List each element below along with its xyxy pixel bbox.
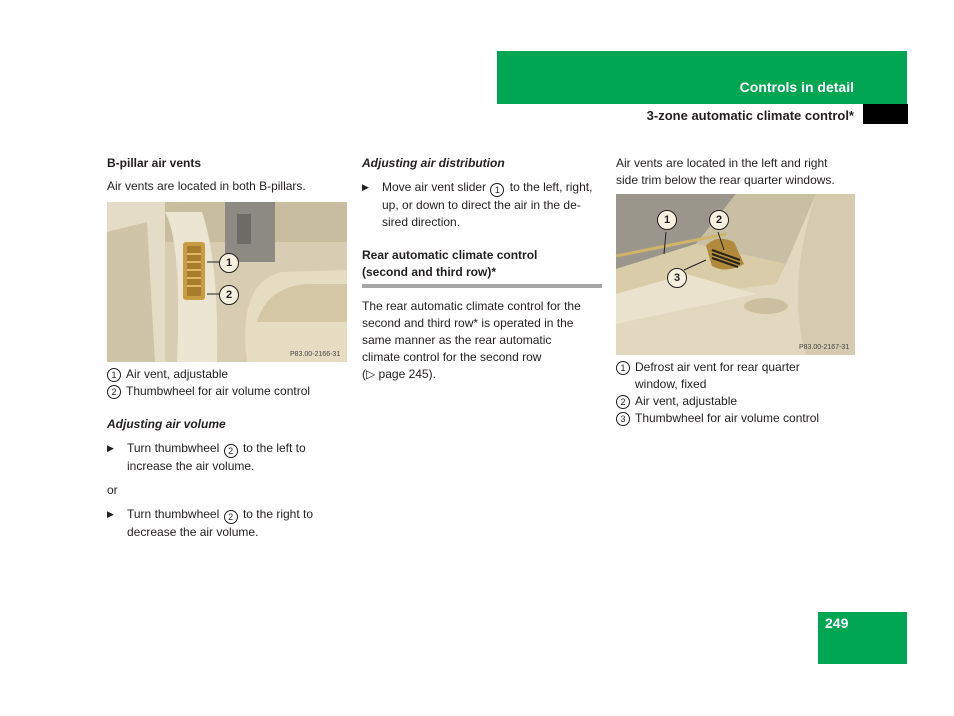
- step-turn-right: [107, 506, 347, 541]
- header-black-bar: [863, 104, 908, 124]
- rear-quarter-photo: [616, 194, 855, 355]
- legend-item: [107, 366, 347, 383]
- para-line: The rear automatic climate control for the: [362, 299, 581, 313]
- step-text: to the right to: [242, 507, 314, 521]
- legend-item: [616, 393, 856, 410]
- legend-text: Air vent, adjustable: [635, 394, 738, 408]
- heading-line: Rear automatic climate control: [362, 248, 538, 262]
- callout-3: 3: [667, 268, 687, 288]
- number-2-icon: 2: [224, 510, 238, 524]
- legend-rear-vents: [616, 359, 856, 427]
- step-text: Move air vent slider: [382, 180, 487, 194]
- page-reference-link[interactable]: (▷ page 245).: [362, 367, 436, 381]
- legend-item: [616, 359, 856, 393]
- section-title: Controls in detail: [739, 79, 854, 95]
- step-text: to the left to: [242, 441, 306, 455]
- column-1: [107, 155, 347, 195]
- legend-b-pillar: [107, 366, 347, 400]
- column-2: [362, 155, 602, 383]
- subheading-air-distribution: Adjusting air distribution: [362, 156, 505, 170]
- legend-text: Air vent, adjustable: [126, 367, 229, 381]
- legend-text: Thumbwheel for air volume control: [126, 384, 311, 398]
- air-volume-section: [107, 416, 347, 541]
- legend-item: [107, 383, 347, 400]
- figure-code: P83.00-2167-31: [799, 344, 850, 351]
- intro-line: Air vents are located in the left and right: [616, 156, 828, 170]
- legend-text: Thumbwheel for air volume control: [635, 411, 820, 425]
- heading-rear-climate: [362, 247, 602, 281]
- callout-2: 2: [219, 285, 239, 305]
- rear-climate-paragraph: [362, 298, 602, 383]
- callout-1: 1: [657, 210, 677, 230]
- number-1-icon: 1: [616, 361, 630, 375]
- subheading-air-volume: Adjusting air volume: [107, 417, 226, 431]
- number-3-icon: 3: [616, 412, 630, 426]
- callout-2: 2: [709, 210, 729, 230]
- intro-b-pillar: Air vents are located in both B-pillars.: [107, 179, 306, 193]
- heading-line: (second and third row)*: [362, 265, 497, 279]
- step-text: Turn thumbwheel: [127, 441, 220, 455]
- or-text: or: [107, 483, 118, 497]
- para-line: climate control for the second row: [362, 350, 542, 364]
- step-move-slider: [362, 179, 602, 231]
- heading-b-pillar: B-pillar air vents: [107, 156, 202, 170]
- intro-line: side trim below the rear quarter windows.: [616, 173, 835, 187]
- triangle-bullet-icon: ▶: [107, 509, 114, 519]
- para-line: second and third row* is operated in the: [362, 316, 574, 330]
- triangle-bullet-icon: ▶: [362, 182, 369, 192]
- number-2-icon: 2: [616, 395, 630, 409]
- step-text: to the left, right,: [509, 180, 593, 194]
- legend-item: [616, 410, 856, 427]
- subsection-title: 3-zone automatic climate control*: [646, 108, 854, 123]
- step-text: up, or down to direct the air in the de-: [382, 198, 581, 212]
- step-text: sired direction.: [382, 215, 461, 229]
- legend-text: window, fixed: [635, 377, 707, 391]
- figure-code: P83.00-2166-31: [290, 351, 341, 358]
- column-3: [616, 155, 856, 189]
- number-1-icon: 1: [107, 368, 121, 382]
- callout-1: 1: [219, 253, 239, 273]
- number-1-icon: 1: [490, 183, 504, 197]
- section-rule: [362, 284, 602, 288]
- page-number: 249: [825, 615, 849, 631]
- step-text: Turn thumbwheel: [127, 507, 220, 521]
- number-2-icon: 2: [107, 385, 121, 399]
- triangle-bullet-icon: ▶: [107, 443, 114, 453]
- header-green-tab: [497, 51, 907, 104]
- number-2-icon: 2: [224, 444, 238, 458]
- intro-rear-vents: [616, 155, 856, 189]
- step-text: increase the air volume.: [127, 459, 255, 473]
- b-pillar-photo: [107, 202, 347, 362]
- legend-text: Defrost air vent for rear quarter: [635, 360, 800, 374]
- step-turn-left: [107, 440, 347, 475]
- para-line: same manner as the rear automatic: [362, 333, 552, 347]
- step-text: decrease the air volume.: [127, 525, 259, 539]
